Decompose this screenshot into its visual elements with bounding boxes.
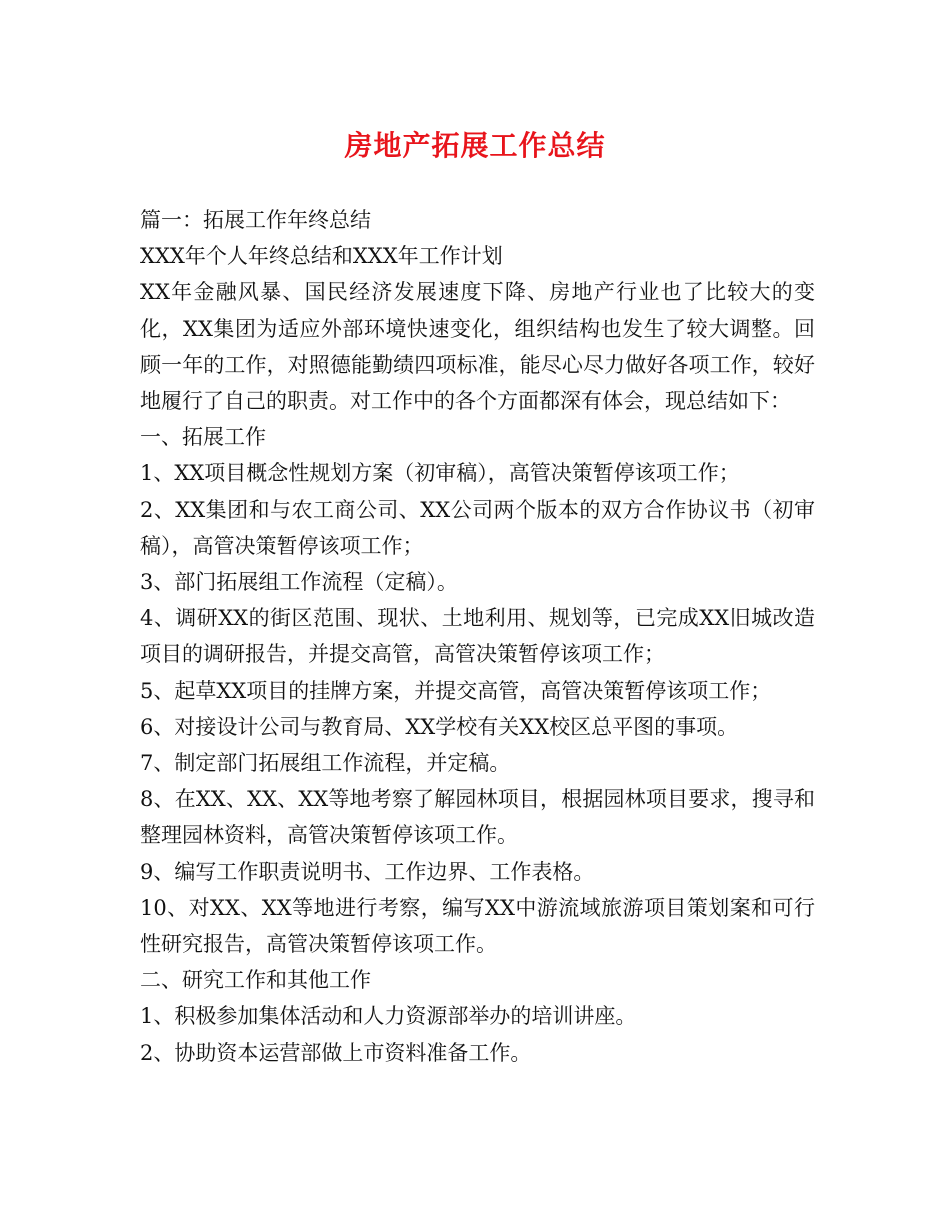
list-item-6: 6、对接设计公司与教育局、XX学校有关XX校区总平图的事项。: [140, 714, 739, 739]
list-item-1: 1、XX项目概念性规划方案（初审稿），高管决策暂停该项工作；: [140, 461, 740, 486]
paragraph-section-one: 篇一：拓展工作年终总结: [140, 208, 371, 232]
document-body: [140, 202, 815, 1071]
paragraph-heading-expansion: 一、拓展工作: [140, 425, 266, 450]
list-item-5: 5、起草XX项目的挂牌方案，并提交高管，高管决策暂停该项工作；: [140, 678, 772, 703]
list-item-research-2: 2、协助资本运营部做上市资料准备工作。: [140, 1040, 532, 1065]
paragraph-subtitle: XXX年个人年终总结和XXX年工作计划: [140, 244, 503, 269]
document-title: 房地产拓展工作总结: [344, 129, 606, 162]
paragraph-heading-research: 二、研究工作和其他工作: [140, 968, 371, 993]
list-item-research-1: 1、积极参加集体活动和人力资源部举办的培训讲座。: [140, 1004, 637, 1029]
list-item-3: 3、部门拓展组工作流程（定稿）。: [140, 570, 458, 595]
list-item-4: 4、调研XX的街区范围、现状、土地利用、规划等，已完成XX旧城改造项目的调研报告，并提交高管，高管决策暂停该项工作；: [140, 606, 815, 667]
list-item-8: 8、在XX、XX、XX等地考察了解园林项目，根据园林项目要求，搜寻和整理园林资料，高管决策暂停该项工作。: [140, 787, 815, 848]
list-item-7: 7、制定部门拓展组工作流程，并定稿。: [140, 751, 511, 776]
paragraph-intro: XX年金融风暴、国民经济发展速度下降、房地产行业也了比较大的变化，XX集团为适应外部环境快速变化，组织结构也发生了较大调整。回顾一年的工作，对照德能勤绩四项标准，能尽心尽力做好各项工作，较好地履行了自己的职责。对工作中的各个方面都深有体会，现总结如下：: [140, 280, 815, 414]
list-item-2: 2、XX集团和与农工商公司、XX公司两个版本的双方合作协议书（初审稿），高管决策暂停该项工作；: [140, 497, 815, 558]
list-item-10: 10、对XX、XX等地进行考察，编写XX中游流域旅游项目策划案和可行性研究报告，高管决策暂停该项工作。: [140, 895, 815, 957]
list-item-9: 9、编写工作职责说明书、工作边界、工作表格。: [140, 859, 595, 884]
